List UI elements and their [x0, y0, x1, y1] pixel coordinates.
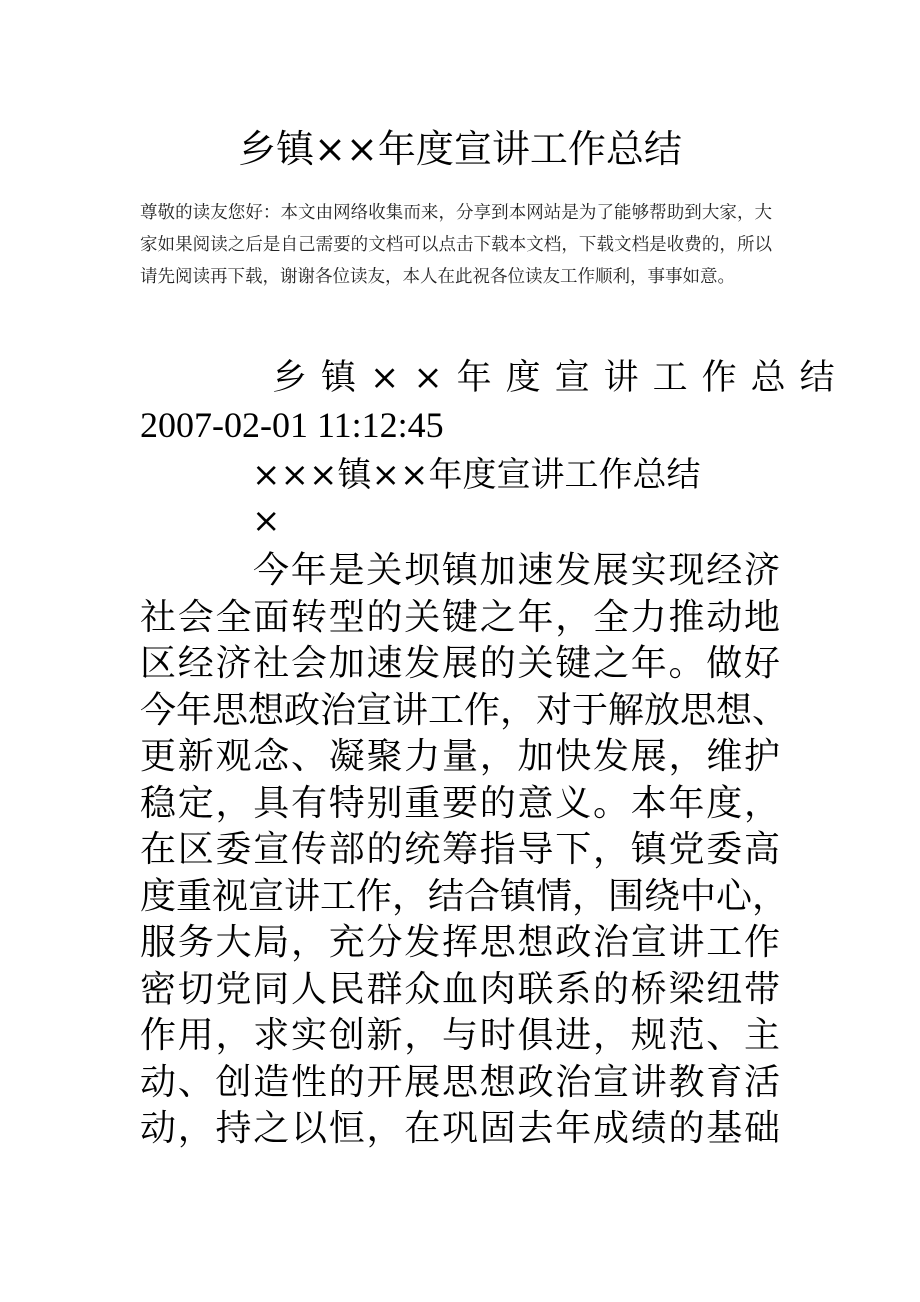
body-line: 今年是关坝镇加速发展实现经济: [253, 550, 780, 591]
body-line: 度重视宣讲工作，结合镇情，围绕中心，: [140, 875, 789, 917]
body-line: 更新观念、凝聚力量，加快发展，维护: [140, 736, 780, 777]
article-heading: [272, 355, 849, 401]
body-line: 社会全面转型的关键之年，全力推动地: [140, 596, 780, 638]
body-line: 服务大局，充分发挥思想政治宣讲工作: [140, 922, 780, 963]
reader-notice: 尊敬的读友您好：本文由网络收集而来，分享到本网站是为了能够帮助到大家，大家如果阅读之后是自己需要的文档可以点击下载本文档，下载文档是收费的，所以请先阅读再下载，谢谢各位读友，本人在此祝各位读友工作顺利，事事如意。: [140, 203, 772, 287]
body-line: 在区委宣传部的统筹指导下，镇党委高: [140, 829, 780, 870]
publish-date: 2007-02-01 11:12:45: [140, 405, 444, 445]
body-line: 动、创造性的开展思想政治宣讲教育活: [140, 1061, 780, 1103]
author-mark: ×: [252, 501, 281, 541]
body-line: 区经济社会加速发展的关键之年。做好: [140, 643, 780, 684]
body-line: 密切党同人民群众血肉联系的桥梁纽带: [140, 968, 780, 1010]
body-line: 今年思想政治宣讲工作，对于解放思想、: [140, 689, 789, 731]
article-subtitle: ×××镇××年度宣讲工作总结: [252, 455, 701, 495]
article-body: [140, 548, 789, 1153]
document-title: 乡镇××年度宣讲工作总结: [238, 127, 682, 171]
body-line: 稳定，具有特别重要的意义。本年度，: [140, 782, 780, 824]
body-line: 动，持之以恒，在巩固去年成绩的基础: [140, 1108, 780, 1149]
body-line: 作用，求实创新，与时俱进，规范、主: [140, 1015, 780, 1056]
article-heading-text: 乡镇××年度宣讲工作总结: [272, 358, 849, 398]
